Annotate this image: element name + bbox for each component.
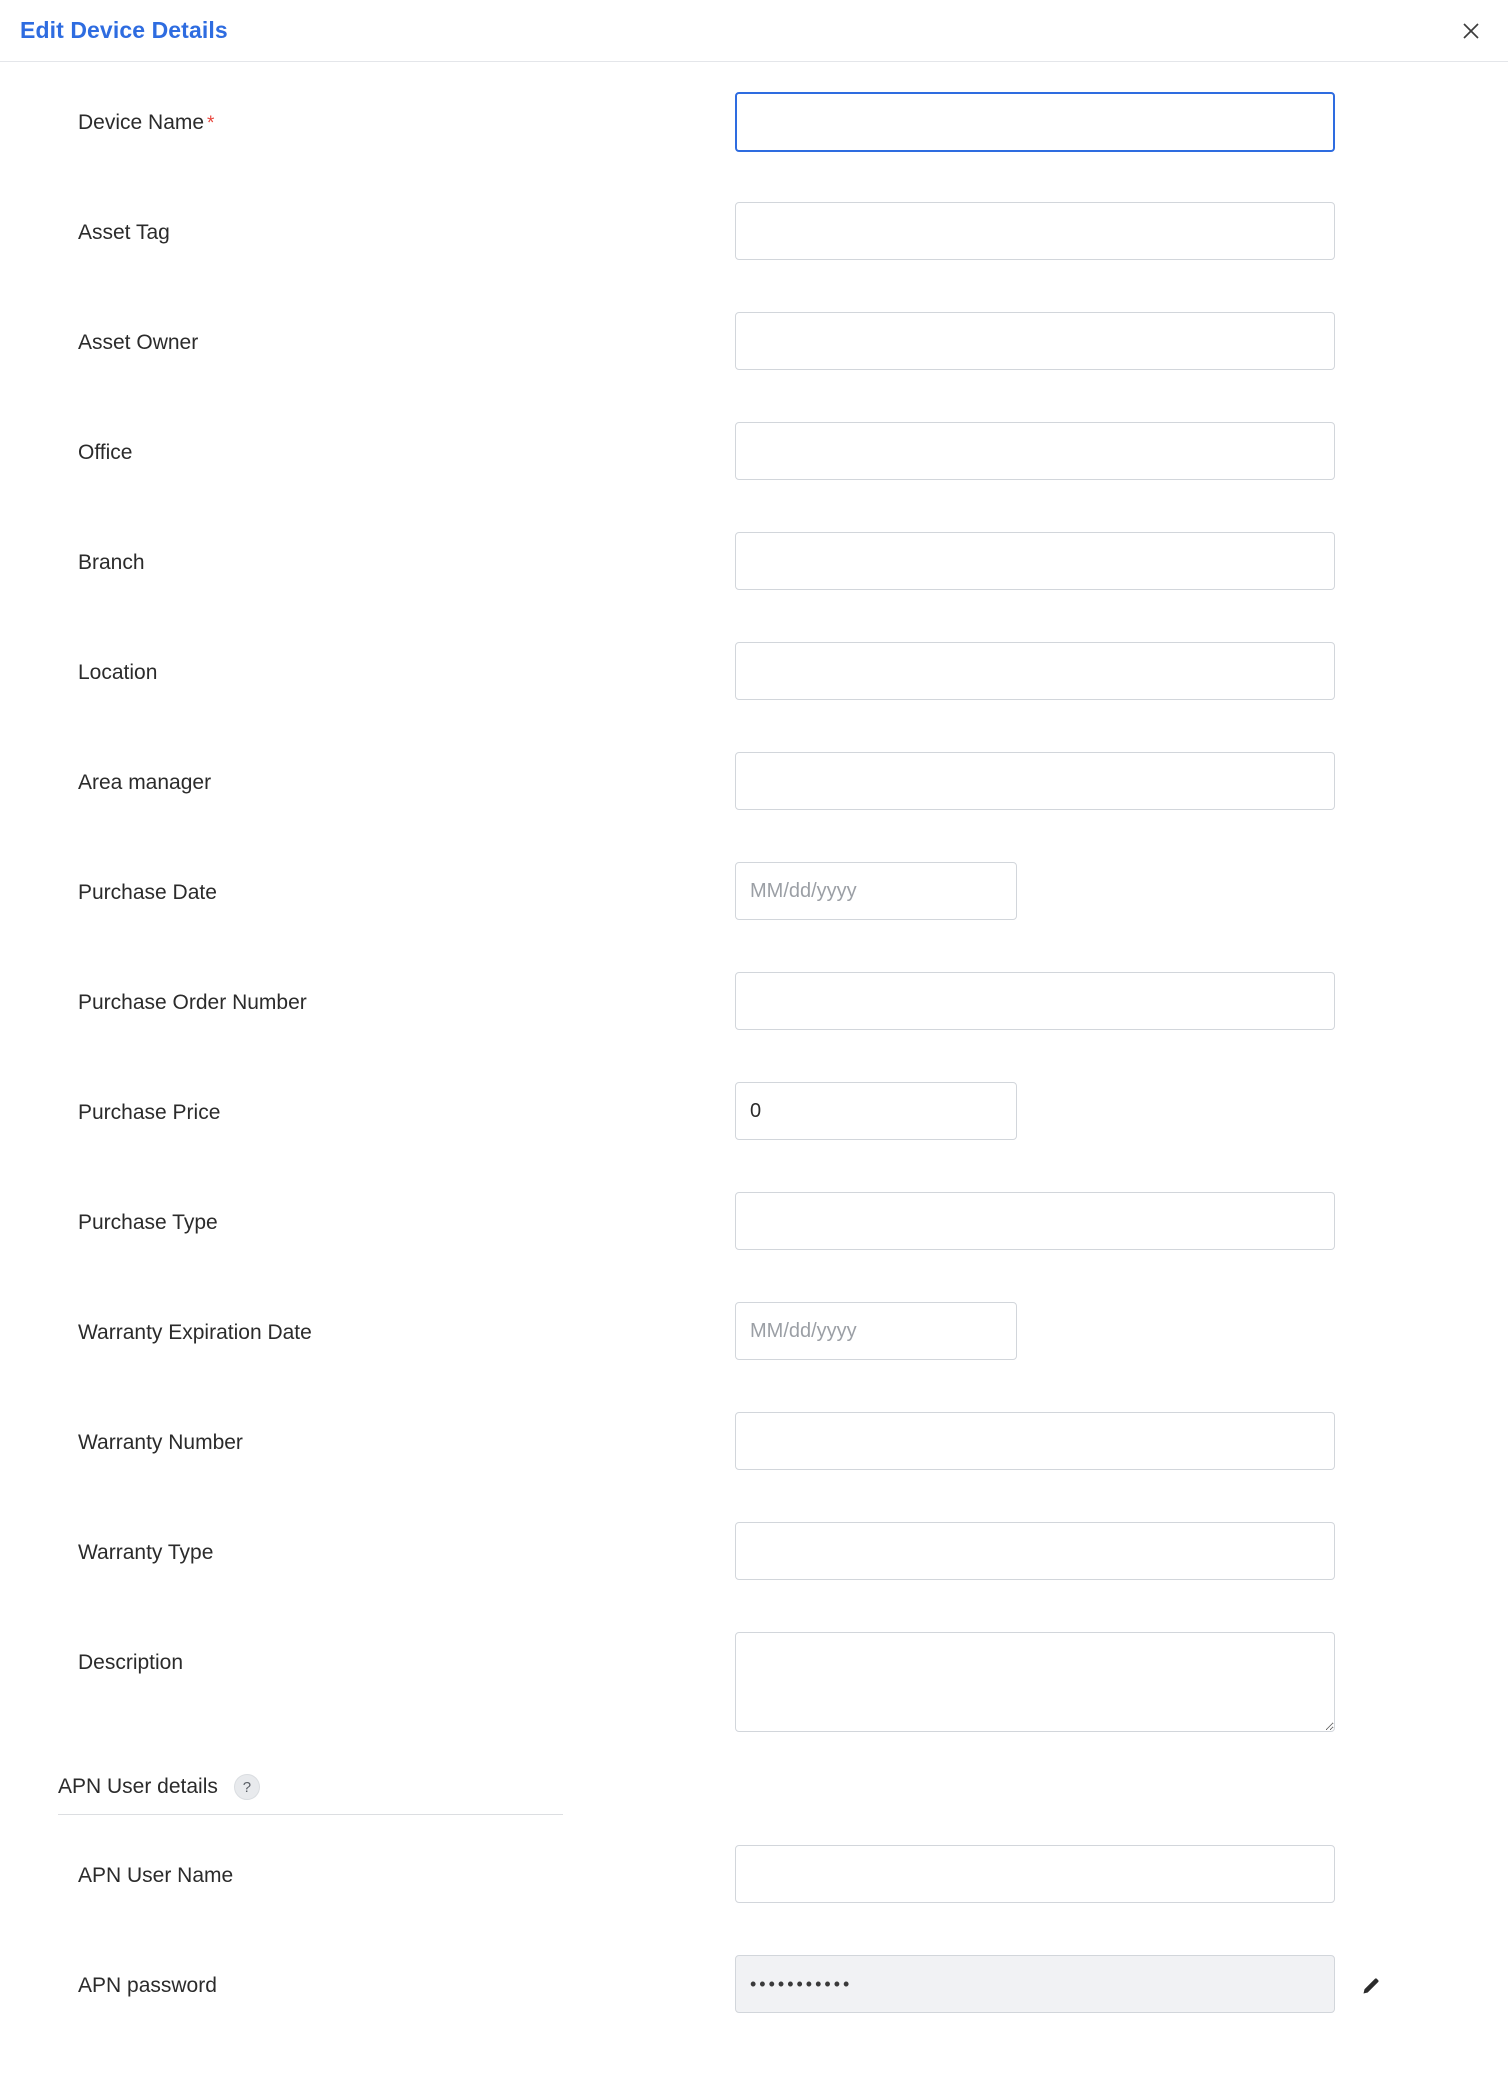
form-row — [0, 1082, 1508, 1192]
field-label — [0, 642, 735, 685]
field-wrapper — [735, 752, 1508, 810]
warranty-expiration-date-input[interactable] — [735, 1302, 1017, 1360]
asset-owner-input[interactable] — [735, 312, 1335, 370]
field-wrapper — [735, 1412, 1508, 1470]
form-row — [0, 862, 1508, 972]
field-label — [0, 92, 735, 136]
form-row — [0, 532, 1508, 642]
edit-device-form — [0, 62, 1508, 2065]
field-label-text: Device Name — [78, 111, 205, 134]
branch-input[interactable] — [735, 532, 1335, 590]
form-row — [0, 1845, 1508, 1955]
field-label-text: APN User Name — [78, 1864, 234, 1887]
help-icon[interactable]: ? — [234, 1774, 260, 1800]
warranty-number-input[interactable] — [735, 1412, 1335, 1470]
field-label-text: Location — [78, 661, 158, 684]
field-label-text: Area manager — [78, 771, 212, 794]
purchase-order-number-input[interactable] — [735, 972, 1335, 1030]
warranty-type-input[interactable] — [735, 1522, 1335, 1580]
dialog-header — [0, 0, 1508, 62]
form-row — [0, 1522, 1508, 1632]
form-row — [0, 1955, 1508, 2065]
description-input[interactable] — [735, 1632, 1335, 1732]
area-manager-input[interactable] — [735, 752, 1335, 810]
field-wrapper — [735, 1845, 1508, 1903]
field-wrapper — [735, 1192, 1508, 1250]
field-wrapper — [735, 422, 1508, 480]
field-wrapper — [735, 972, 1508, 1030]
field-wrapper — [735, 532, 1508, 590]
form-row — [0, 1302, 1508, 1412]
close-icon[interactable] — [1456, 16, 1486, 46]
required-asterisk: * — [207, 113, 215, 134]
field-label — [0, 1845, 735, 1888]
field-label-text: Purchase Order Number — [78, 991, 307, 1014]
field-label — [0, 1632, 735, 1675]
field-label — [0, 1302, 735, 1345]
apn-user-name-input[interactable] — [735, 1845, 1335, 1903]
field-wrapper — [735, 1302, 1508, 1360]
field-wrapper — [735, 1522, 1508, 1580]
form-row — [0, 752, 1508, 862]
form-row — [0, 1412, 1508, 1522]
form-row — [0, 422, 1508, 532]
field-label-text: Warranty Number — [78, 1431, 243, 1454]
asset-tag-input[interactable] — [735, 202, 1335, 260]
field-label — [0, 862, 735, 905]
field-label — [0, 1955, 735, 1998]
field-label — [0, 312, 735, 355]
field-label — [0, 1522, 735, 1565]
office-input[interactable] — [735, 422, 1335, 480]
section-apn-user-details — [58, 1774, 563, 1815]
field-label-text: Purchase Type — [78, 1211, 218, 1234]
form-row — [0, 202, 1508, 312]
field-label-text: Branch — [78, 551, 145, 574]
field-label-text: Warranty Expiration Date — [78, 1321, 312, 1344]
form-row — [0, 1192, 1508, 1302]
field-label — [0, 972, 735, 1015]
field-wrapper — [735, 1082, 1508, 1140]
form-row — [0, 1632, 1508, 1762]
form-row — [0, 92, 1508, 202]
edit-pencil-icon[interactable] — [1360, 1975, 1382, 1997]
purchase-type-input[interactable] — [735, 1192, 1335, 1250]
field-wrapper — [735, 312, 1508, 370]
field-wrapper — [735, 862, 1508, 920]
field-label — [0, 422, 735, 465]
field-wrapper — [735, 1955, 1508, 2013]
field-label-text: Purchase Price — [78, 1101, 221, 1124]
location-input[interactable] — [735, 642, 1335, 700]
form-row — [0, 312, 1508, 422]
form-row — [0, 642, 1508, 752]
field-wrapper — [735, 92, 1508, 152]
field-label — [0, 532, 735, 575]
field-wrapper — [735, 642, 1508, 700]
field-label-text: Description — [78, 1651, 184, 1674]
field-label-text: Purchase Date — [78, 881, 217, 904]
apn-fields-group — [0, 1815, 1508, 2065]
purchase-price-input[interactable] — [735, 1082, 1017, 1140]
field-wrapper — [735, 202, 1508, 260]
field-label-text: APN password — [78, 1974, 217, 1997]
field-label — [0, 1412, 735, 1455]
apn-password-input[interactable] — [735, 1955, 1335, 2013]
field-label — [0, 752, 735, 795]
field-label — [0, 1192, 735, 1235]
main-fields-group — [0, 92, 1508, 1762]
device-name-input[interactable] — [735, 92, 1335, 152]
field-label-text: Warranty Type — [78, 1541, 214, 1564]
field-label — [0, 202, 735, 245]
field-label — [0, 1082, 735, 1125]
field-label-text: Asset Tag — [78, 221, 170, 244]
field-label-text: Asset Owner — [78, 331, 199, 354]
form-row — [0, 972, 1508, 1082]
field-label-text: Office — [78, 441, 133, 464]
field-wrapper — [735, 1632, 1508, 1737]
purchase-date-input[interactable] — [735, 862, 1017, 920]
section-title: APN User details — [58, 1775, 218, 1798]
page-title: Edit Device Details — [20, 17, 228, 43]
